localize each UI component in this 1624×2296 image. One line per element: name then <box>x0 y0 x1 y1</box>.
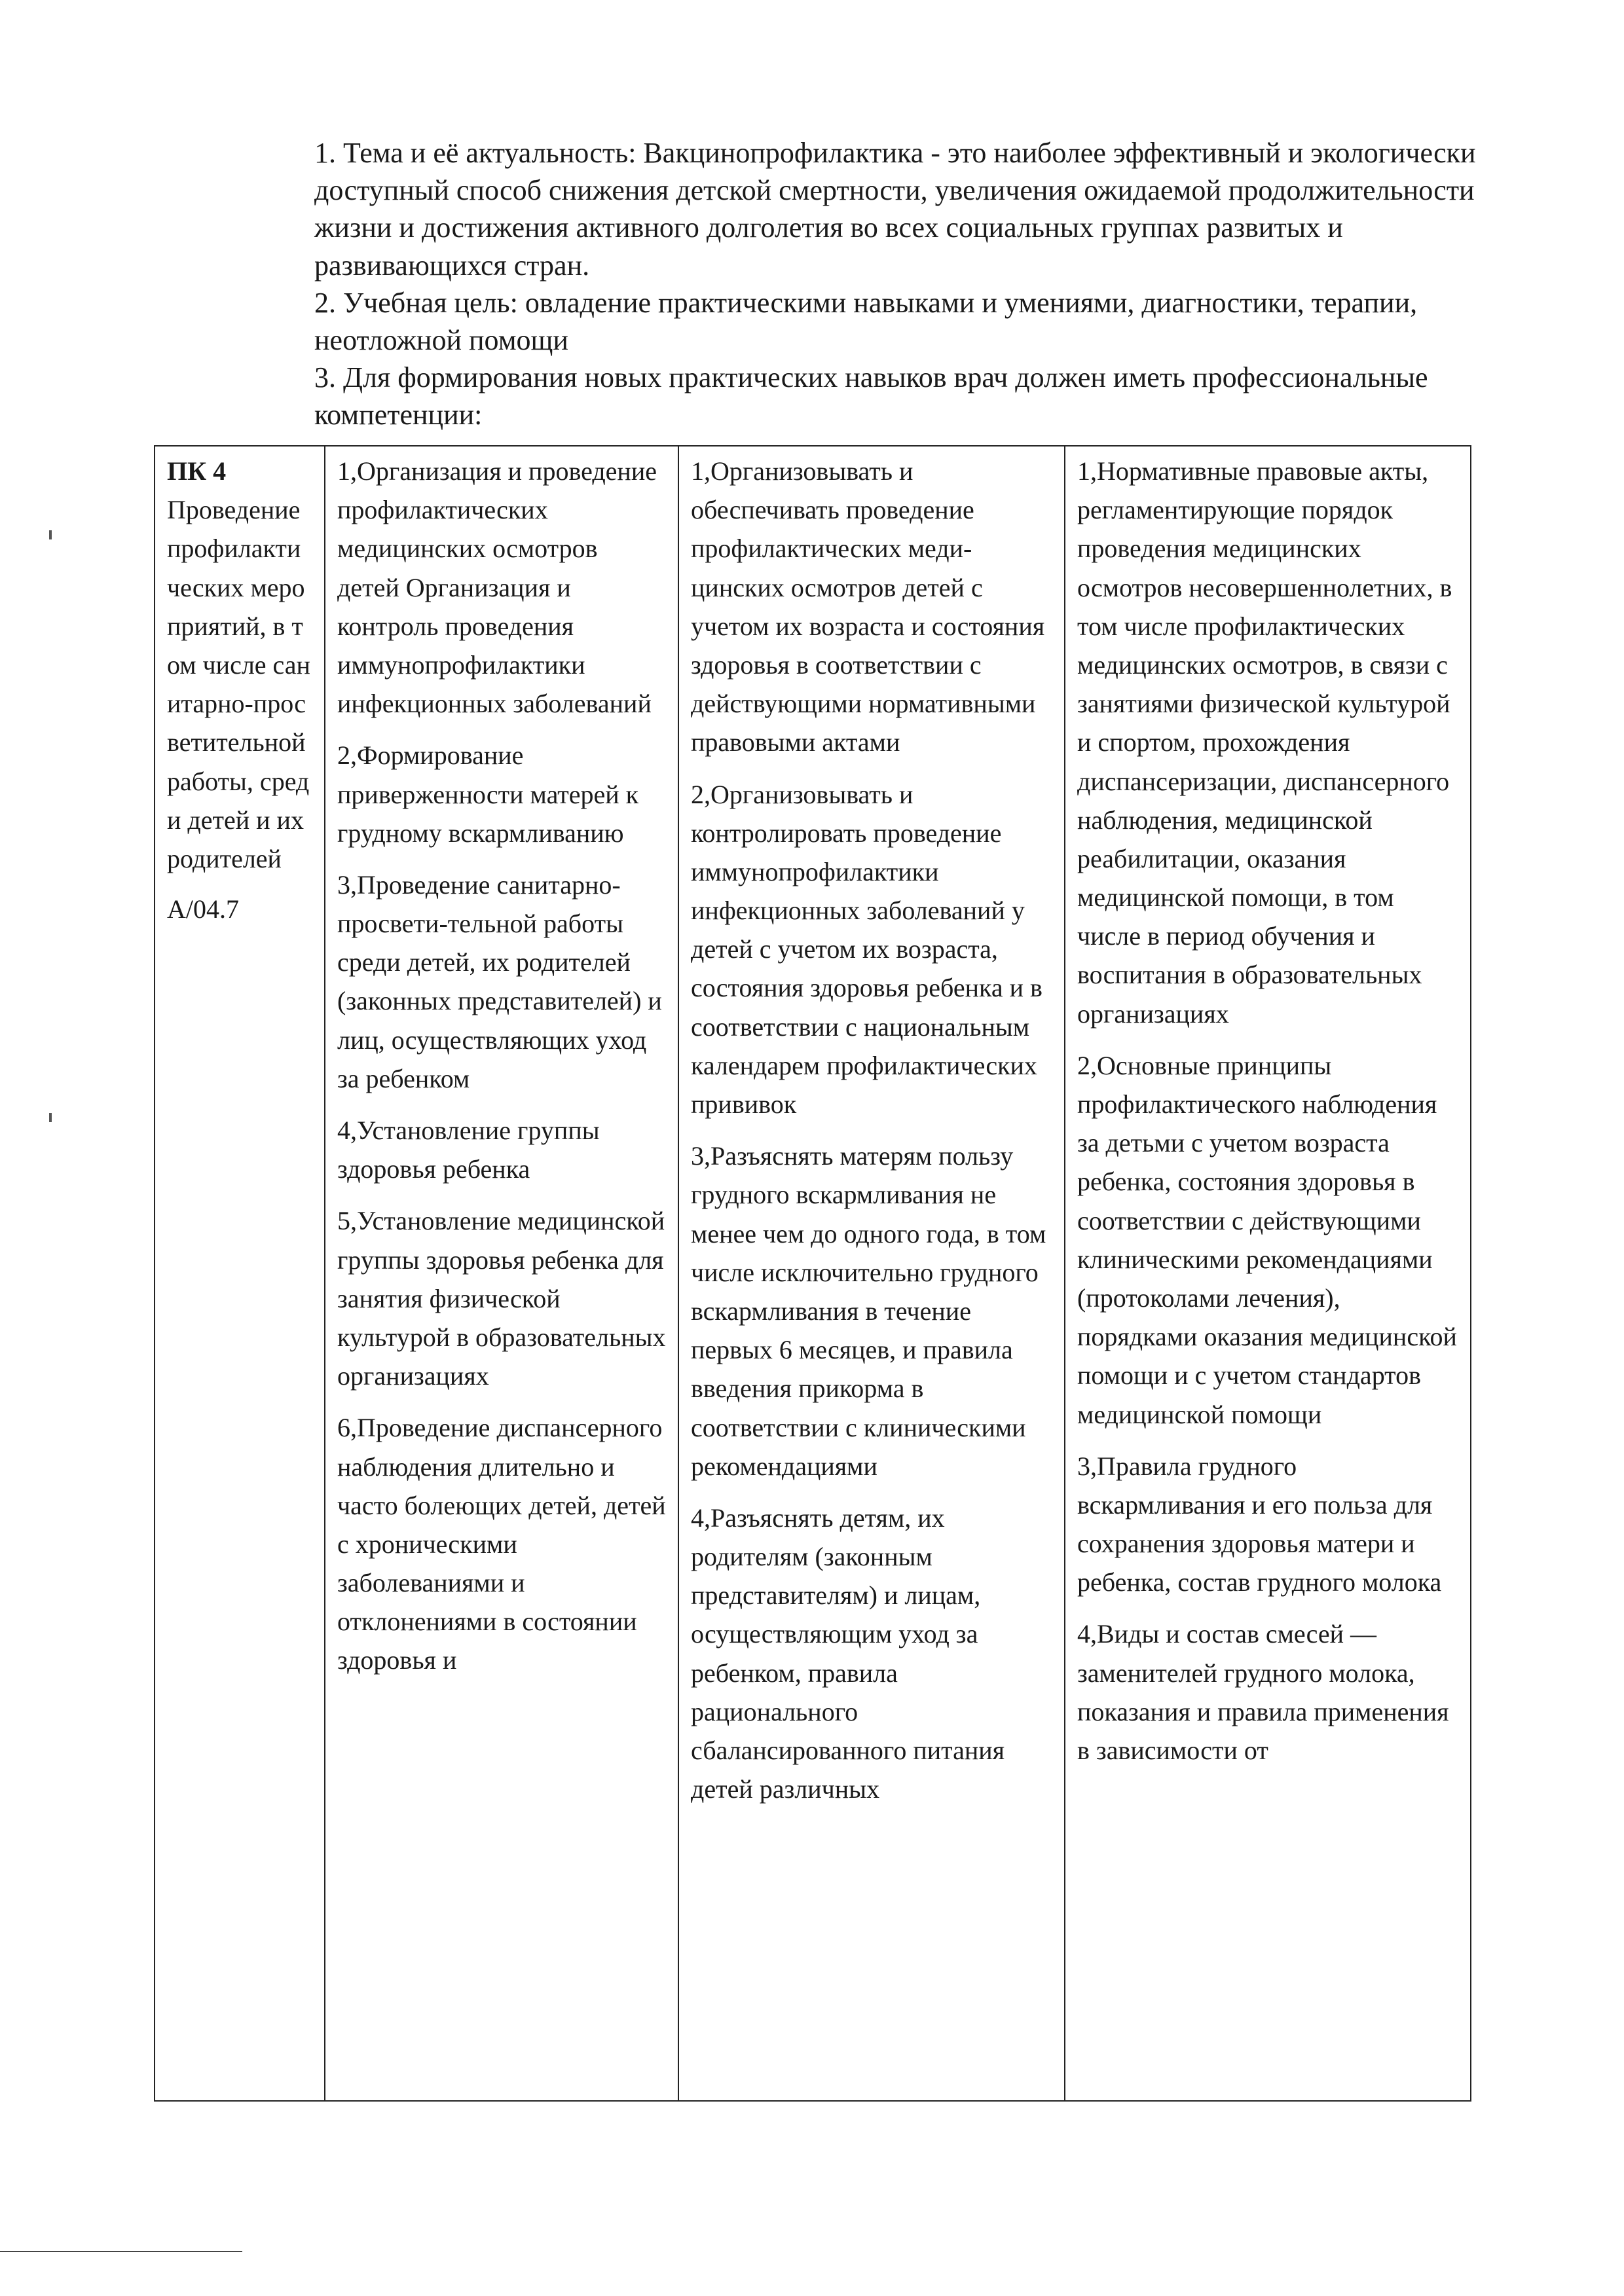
table-row <box>155 446 1471 2101</box>
intro-topic: 1. Тема и её актуальность: Вакцинопрофилактика - это наиболее эффективный и экологически доступный способ снижения детской смертности, увеличения ожидаемой продолжительности жизни и достижения активного долголетия во всех социальных группах развитых и развивающихся стран. <box>314 137 1476 282</box>
list-item: 1,Нормативные правовые акты, регламентирующие порядок проведения медицинских осмотров несовершеннолетних, в том числе профилактических медицинских осмотров, в связи с занятиями физической культурой и спортом, прохождения диспансеризации, диспансерного наблюдения, медицинской реабилитации, оказания медицинской помощи, в том числе в период обучения и воспитания в образовательных организациях <box>1077 456 1452 1029</box>
list-item: 4,Разъяснять детям, их родителям (законным представителям) и лицам, осуществляющим уход за ребенком, правила рационального сбалансированного питания детей различных <box>691 1503 1005 1804</box>
list-item: 6,Проведение диспансерного наблюдения длительно и часто болеющих детей, детей с хроническими заболеваниями и отклонениями в состоянии здоровья и <box>337 1413 666 1675</box>
competency-subcode: A/04.7 <box>167 894 239 924</box>
knowledge-cell <box>1065 446 1471 2101</box>
intro-text <box>314 134 1480 434</box>
list-item: 3,Проведение санитарно-просвети-тельной работы среди детей, их родителей (законных представителей) и лиц, осуществляющих уход за ребенком <box>337 869 662 1093</box>
competency-table <box>154 445 1471 2102</box>
competency-code: ПК 4 <box>167 456 227 486</box>
scan-margin-mark <box>49 530 52 539</box>
list-item: 5,Установление медицинской группы здоровья ребенка для занятия физической культурой в образовательных организациях <box>337 1206 666 1391</box>
skills-cell <box>678 446 1065 2101</box>
list-item: 4,Виды и состав смесей — заменителей грудного молока, показания и правила применения в зависимости от <box>1077 1619 1449 1765</box>
intro-goal: 2. Учебная цель: овладение практическими навыками и умениями, диагностики, терапии, неотложной помощи <box>314 286 1418 356</box>
list-item: 1,Организация и проведение профилактических медицинских осмотров детей Организация и контроль проведения иммунопрофилактики инфекционных заболеваний <box>337 456 657 719</box>
list-item: 3,Разъяснять матерям пользу грудного вскармливания не менее чем до одного года, в том числе исключительно грудного вскармливания в течение первых 6 месяцев, и правила введения прикорма в соответствии с клиническими рекомендациями <box>691 1141 1046 1481</box>
list-item: 2,Основные принципы профилактического наблюдения за детьми с учетом возраста ребенка, состояния здоровья в соответствии с действующими клиническими рекомендациями (протоколами лечения), порядками оказания медицинской помощи и с учетом стандартов медицинской помощи <box>1077 1050 1457 1429</box>
scan-margin-mark <box>49 1113 52 1122</box>
list-item: 3,Правила грудного вскармливания и его польза для сохранения здоровья матери и ребенка, состав грудного молока <box>1077 1451 1442 1597</box>
list-item: 2,Формирование приверженности матерей к грудному вскармливанию <box>337 740 639 848</box>
list-item: 1,Организовывать и обеспечивать проведение профилактических меди-цинских осмотров детей с учетом их возраста и состояния здоровья в соответствии с действующими нормативными правовыми актами <box>691 456 1045 757</box>
competency-title: Проведение профилактических мероприятий, в том числе санитарно-просветительной работы, среди детей и их родителей <box>167 495 310 873</box>
page-bottom-rule <box>0 2251 242 2252</box>
list-item: 2,Организовывать и контролировать проведение иммунопрофилактики инфекционных заболеваний у детей с учетом их возраста, состояния здоровья ребенка и в соответствии с национальным календарем профилактических прививок <box>691 779 1043 1119</box>
competency-cell <box>155 446 325 2101</box>
list-item: 4,Установление группы здоровья ребенка <box>337 1116 600 1184</box>
intro-competencies: 3. Для формирования новых практических навыков врач должен иметь профессиональные компетенции: <box>314 361 1428 431</box>
actions-cell <box>325 446 678 2101</box>
